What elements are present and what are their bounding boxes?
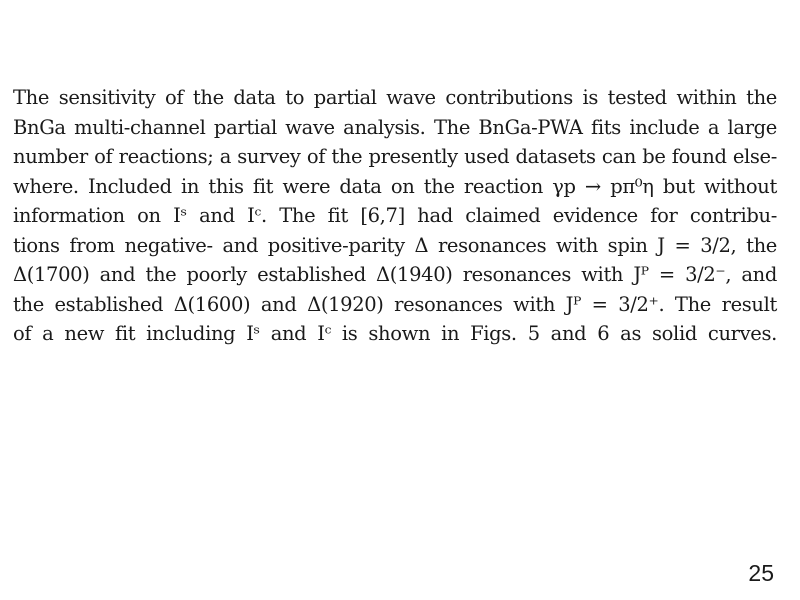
- paragraph-line-5: information on Iˢ and Iᶜ. The fit [6,7] had claimed evidence for contribu-: [13, 204, 777, 227]
- paragraph-line-6: tions from negative- and positive-parity Δ resonances with spin J = 3/2, the: [13, 233, 777, 257]
- body-paragraph: [13, 83, 777, 349]
- paragraph-line-8: the established Δ(1600) and Δ(1920) resonances with Jᴾ = 3/2⁺. The result: [13, 292, 777, 316]
- paragraph-line-7: Δ(1700) and the poorly established Δ(1940) resonances with Jᴾ = 3/2⁻, and: [13, 263, 777, 286]
- paragraph-line-4: where. Included in this fit were data on the reaction γp → pπ⁰η but without: [13, 174, 777, 198]
- paragraph-line-2: BnGa multi-channel partial wave analysis. The BnGa-PWA fits include a large: [13, 115, 777, 139]
- paragraph-line-3: number of reactions; a survey of the presently used datasets can be found else-: [13, 145, 777, 168]
- page-number: 25: [748, 560, 774, 586]
- paragraph-line-1: The sensitivity of the data to partial wave contributions is tested within the: [13, 86, 777, 109]
- paragraph-line-9: of a new fit including Iˢ and Iᶜ is shown in Figs. 5 and 6 as solid curves.: [13, 322, 777, 345]
